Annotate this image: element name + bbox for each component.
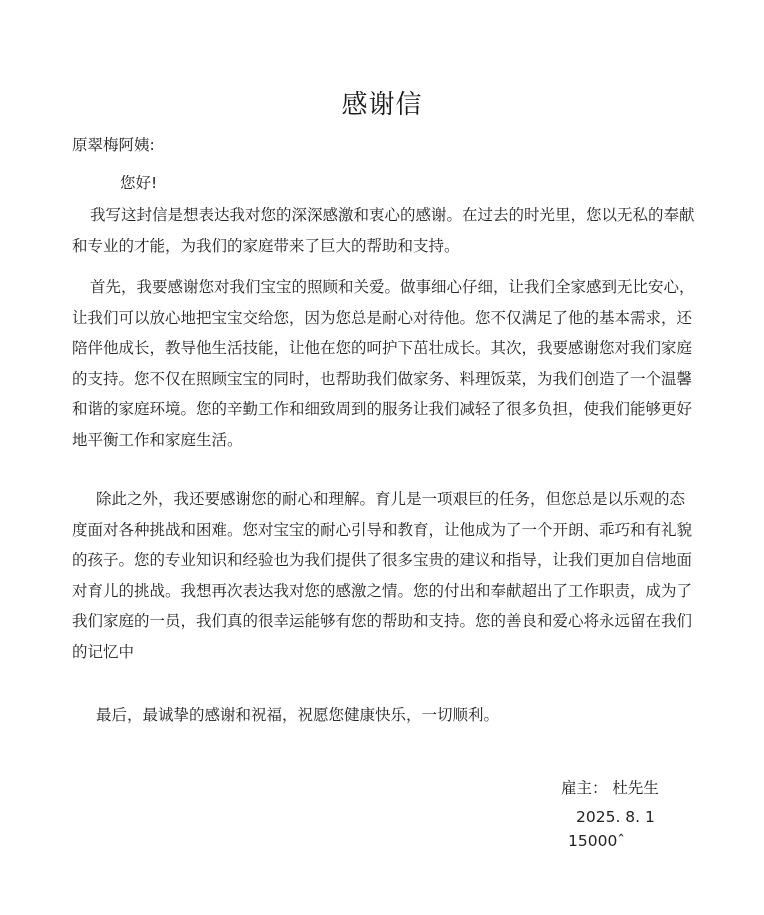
paragraph-line: 地平衡工作和家庭生活。 <box>72 430 243 449</box>
paragraph-line: 我们家庭的一员，我们真的很幸运能够有您的帮助和支持。您的善良和爱心将永远留在我们 <box>72 612 693 630</box>
paragraph-line: 的记忆中 <box>72 642 135 661</box>
signature-phone: 15000ˆ <box>568 832 626 850</box>
paragraph-line: 的支持。您不仅在照顾宝宝的同时，也帮助我们做家务、料理饭菜，为我们创造了一个温馨 <box>72 369 693 388</box>
signature-employer: 雇主： 杜先生 <box>561 779 659 797</box>
paragraph-line: 的孩子。您的专业知识和经验也为我们提供了很多宝贵的建议和指导，让我们更加自信地面 <box>72 551 693 569</box>
paragraph-line: 陪伴他成长，教导他生活技能，让他在您的呵护下茁壮成长。其次，我要感谢您对我们家庭 <box>72 339 693 357</box>
paragraph-line: 最后，最诚挚的感谢和祝福，祝愿您健康快乐，一切顺利。 <box>96 706 500 724</box>
paragraph-1 <box>72 200 717 261</box>
letter-title: 感谢信 <box>341 90 423 120</box>
paragraph-line: 我写这封信是想表达我对您的深深感激和衷心的感谢。在过去的时光里，您以无私的奉献 <box>90 206 695 224</box>
paragraph-2 <box>72 272 717 455</box>
paragraph-line: 让我们可以放心地把宝宝交给您，因为您总是耐心对待他。您不仅满足了他的基本需求，还 <box>72 308 693 327</box>
paragraph-line: 度面对各种挑战和困难。您对宝宝的耐心引导和教育，让他成为了一个开朗、乖巧和有礼貌 <box>72 520 693 539</box>
paragraph-line: 对育儿的挑战。我想再次表达我对您的感激之情。您的付出和奉献超出了工作职责，成为了 <box>72 581 693 600</box>
paragraph-line: 和谐的家庭环境。您的辛勤工作和细致周到的服务让我们减轻了很多负担，使我们能够更好 <box>72 400 693 418</box>
paragraph-line: 首先，我要感谢您对我们宝宝的照顾和关爱。做事细心仔细，让我们全家感到无比安心， <box>90 278 695 296</box>
paragraph-4 <box>72 700 717 731</box>
signature-date: 2025. 8. 1 <box>576 808 655 826</box>
greeting: 您好! <box>120 174 158 192</box>
paragraph-3 <box>72 484 717 667</box>
salutation: 原翠梅阿姨: <box>72 136 155 154</box>
paragraph-line: 除此之外，我还要感谢您的耐心和理解。育儿是一项艰巨的任务，但您总是以乐观的态 <box>96 490 686 508</box>
paragraph-line: 和专业的才能，为我们的家庭带来了巨大的帮助和支持。 <box>72 236 460 255</box>
